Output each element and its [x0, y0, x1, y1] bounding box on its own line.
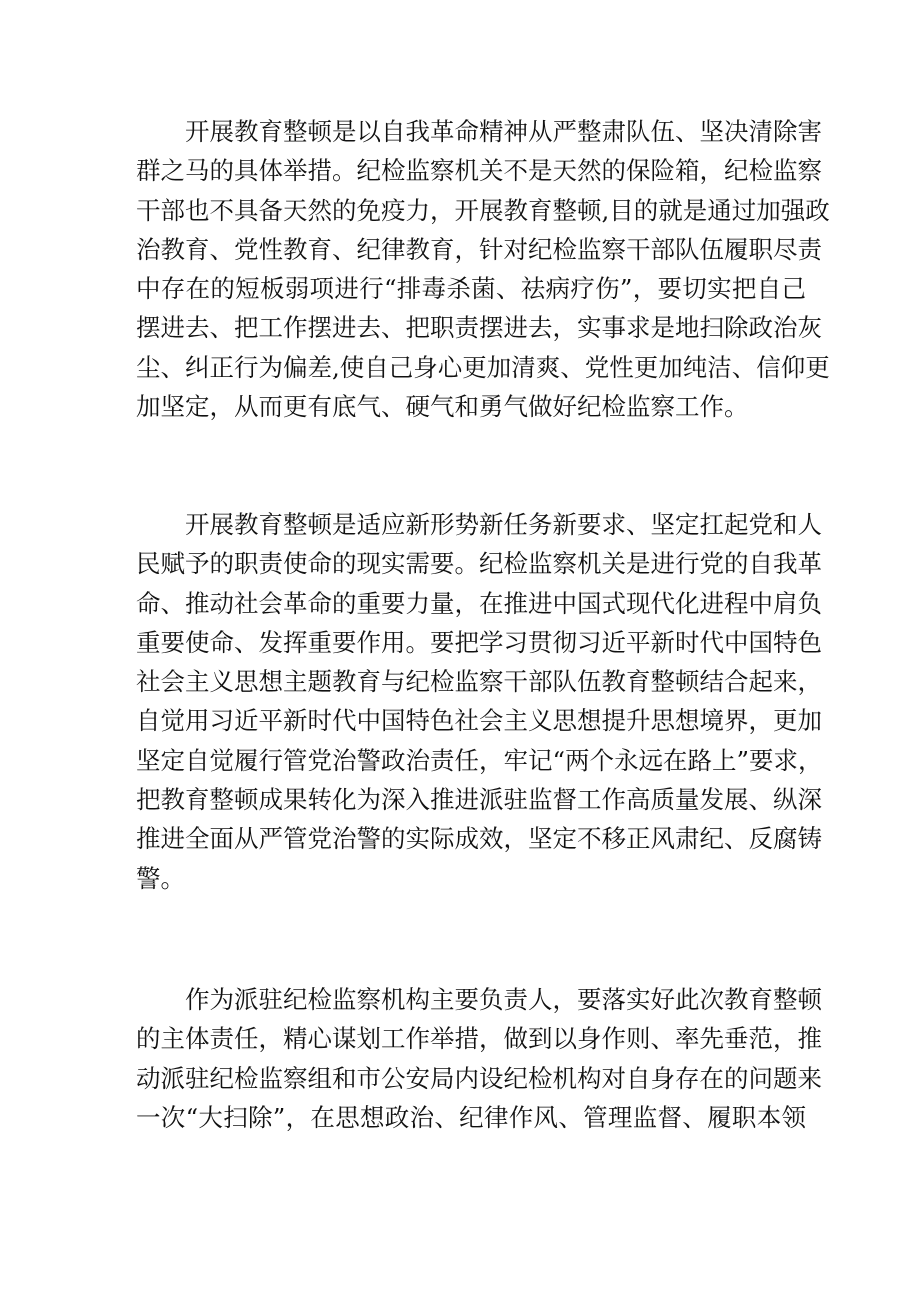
text-line: 中存在的短板弱项进行“排毒杀菌、祛病疗伤”，要切实把自己 [136, 274, 806, 304]
paragraph-1 [136, 112, 830, 426]
text-line: 把教育整顿成果转化为深入推进派驻监督工作高质量发展、纵深 [136, 785, 822, 815]
text-line: 社会主义思想主题教育与纪检监察干部队伍教育整顿结合起来， [136, 667, 822, 697]
text-line: 一次“大扫除”，在思想政治、纪律作风、管理监督、履职本领 [136, 1102, 806, 1132]
text-line: 坚定自觉履行管党治警政治责任，牢记“两个永远在路上”要求， [136, 745, 823, 775]
text-line: 尘、纠正行为偏差,使自己身心更加清爽、党性更加纯洁、信仰更 [136, 352, 830, 382]
paragraph-2 [136, 505, 823, 898]
text-line: 推进全面从严管党治警的实际成效，坚定不移正风肃纪、反腐铸 [136, 824, 822, 854]
text-line: 警。 [136, 863, 185, 893]
text-line: 干部也不具备天然的免疫力，开展教育整顿,目的就是通过加强政 [136, 195, 830, 225]
text-line: 加坚定，从而更有底气、硬气和勇气做好纪检监察工作。 [136, 392, 749, 422]
text-line: 民赋予的职责使命的现实需要。纪检监察机关是进行党的自我革 [136, 549, 822, 579]
text-line: 自觉用习近平新时代中国特色社会主义思想提升思想境界，更加 [136, 706, 822, 736]
text-line: 开展教育整顿是适应新形势新任务新要求、坚定扛起党和人 [185, 510, 822, 539]
text-line: 重要使命、发挥重要作用。要把学习贯彻习近平新时代中国特色 [136, 627, 822, 657]
text-line: 的主体责任，精心谋划工作举措，做到以身作则、率先垂范，推 [136, 1024, 822, 1054]
text-line: 开展教育整顿是以自我革命精神从严整肃队伍、坚决清除害 [185, 117, 822, 146]
text-line: 群之马的具体举措。纪检监察机关不是天然的保险箱，纪检监察 [136, 156, 822, 186]
paragraph-3 [136, 980, 822, 1137]
text-line: 动派驻纪检监察组和市公安局内设纪检机构对自身存在的问题来 [136, 1063, 822, 1093]
text-line: 治教育、党性教育、纪律教育，针对纪检监察干部队伍履职尽责 [136, 234, 822, 264]
text-line: 作为派驻纪检监察机构主要负责人，要落实好此次教育整顿 [185, 985, 822, 1014]
text-line: 摆进去、把工作摆进去、把职责摆进去，实事求是地扫除政治灰 [136, 313, 822, 343]
text-line: 命、推动社会革命的重要力量，在推进中国式现代化进程中肩负 [136, 588, 822, 618]
